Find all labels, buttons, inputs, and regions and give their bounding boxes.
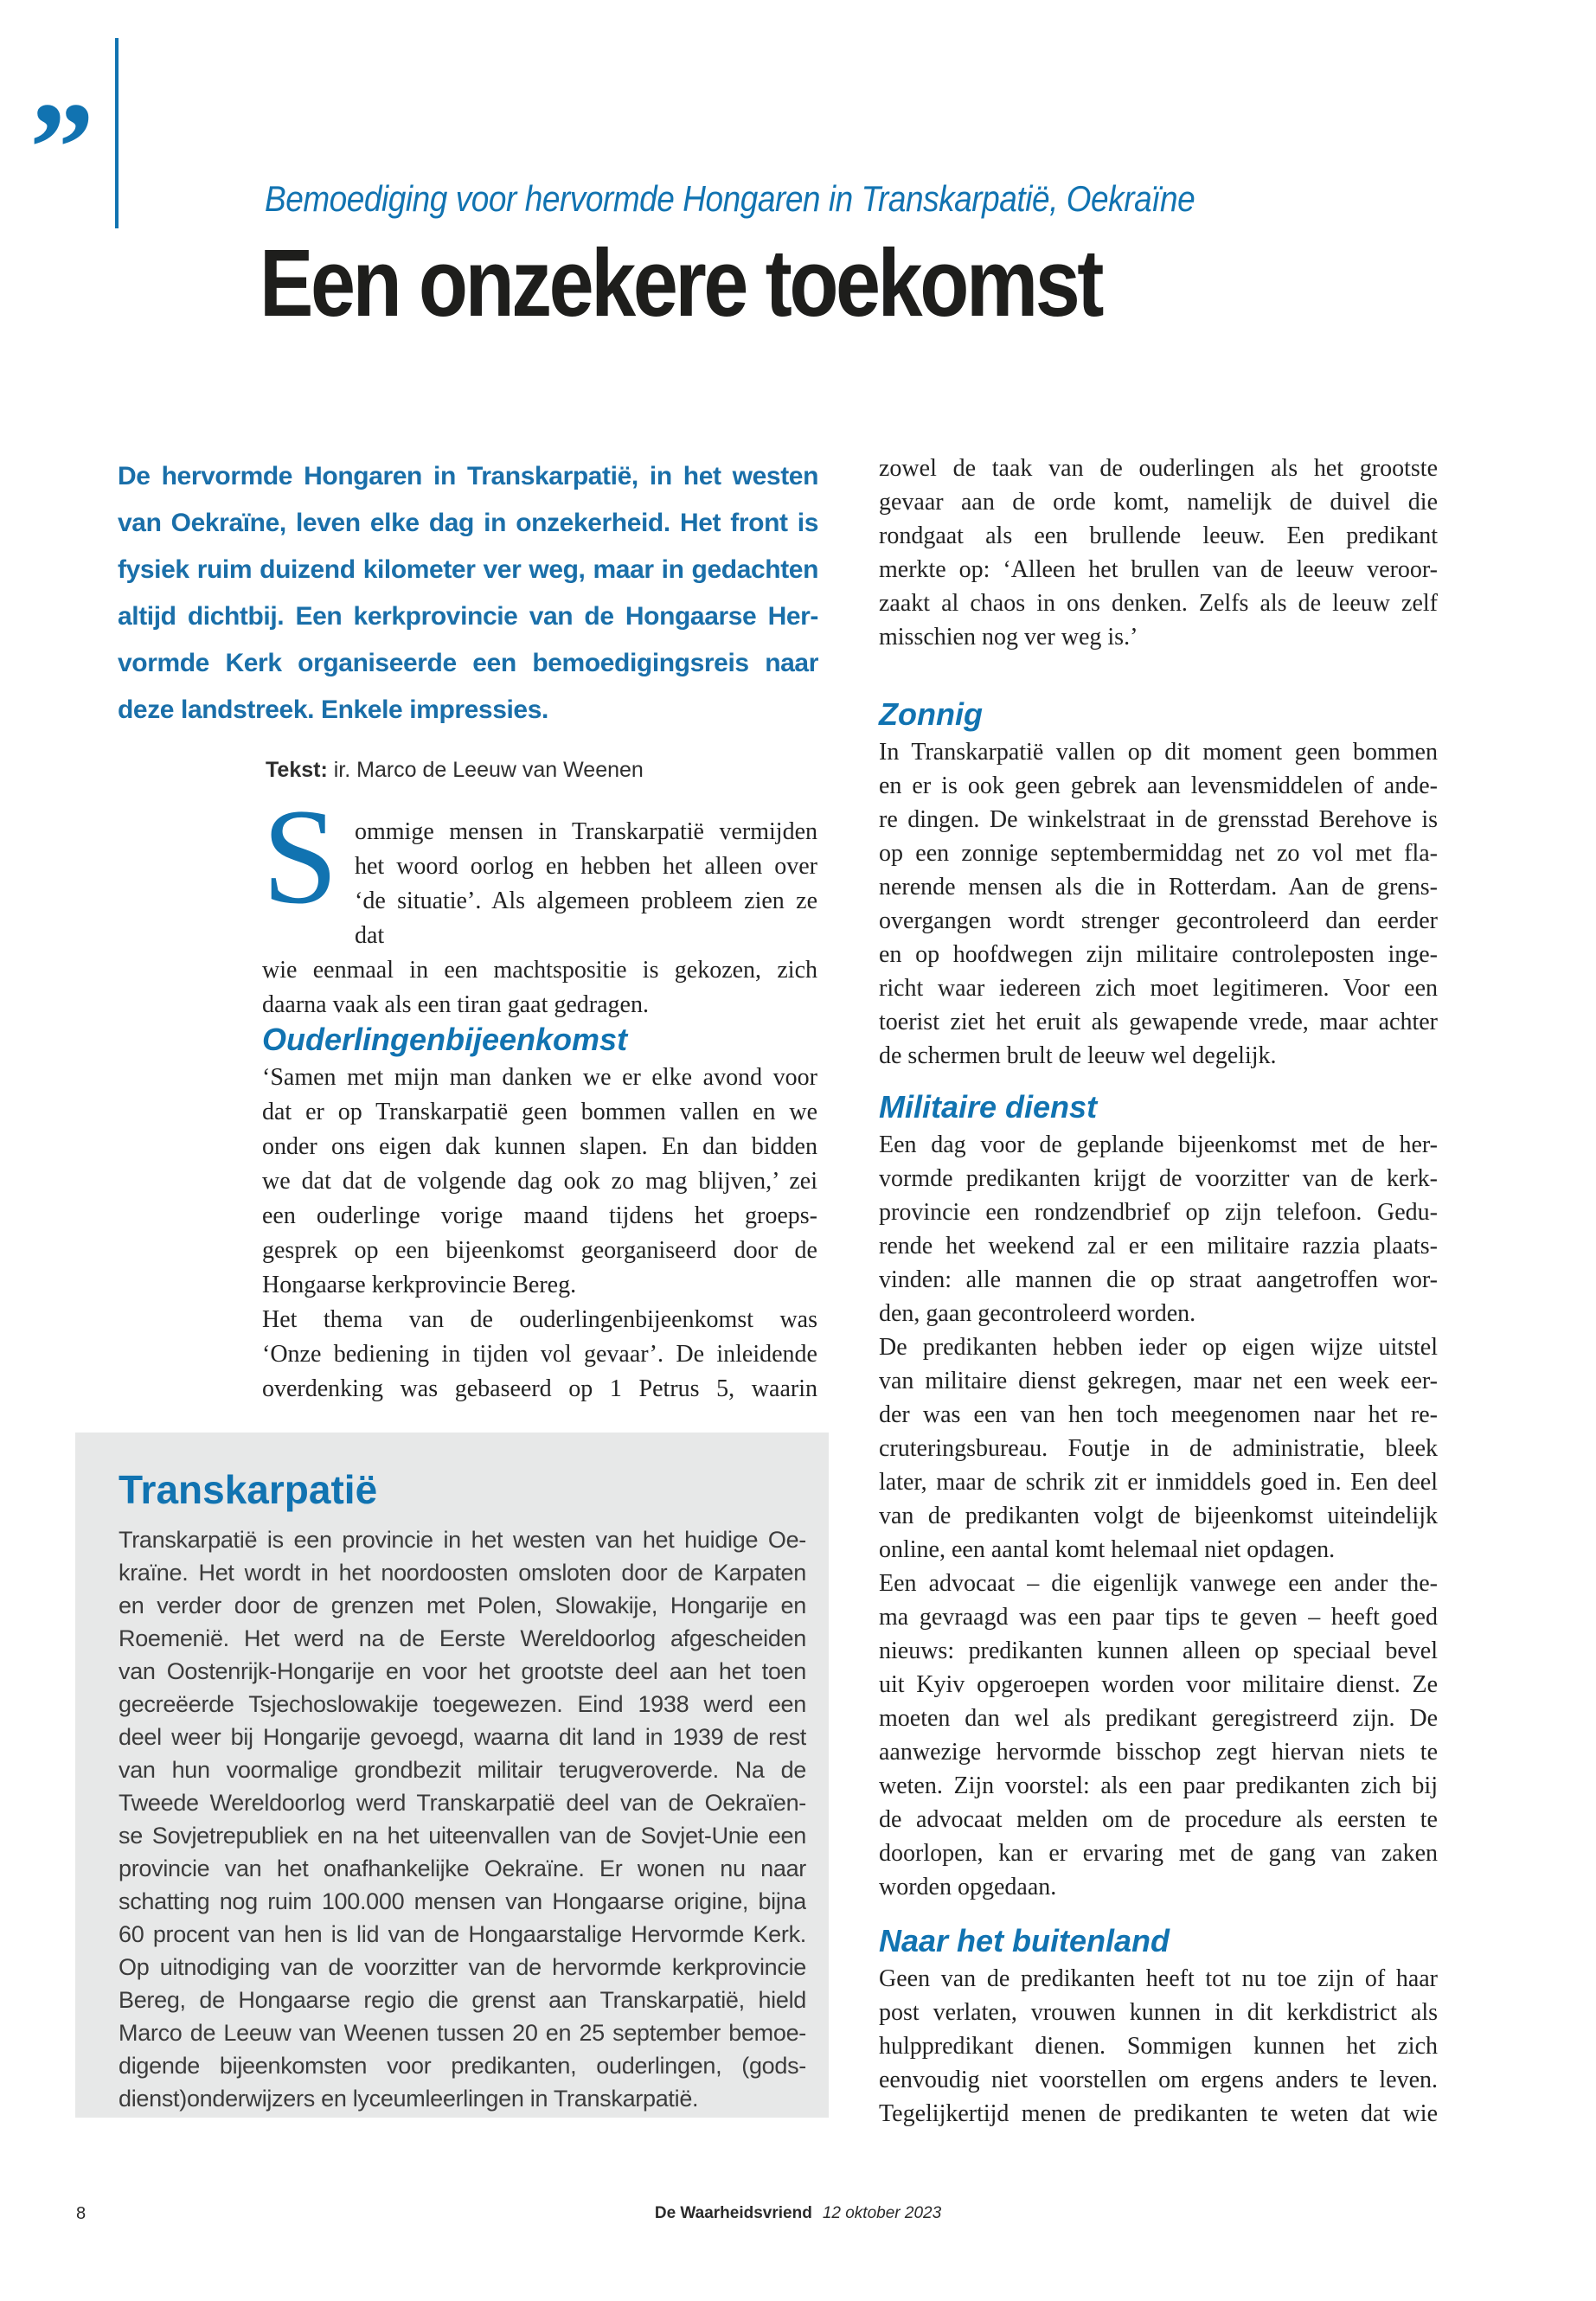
opening-lines xyxy=(262,815,817,1022)
continuation-paragraph xyxy=(879,452,1438,654)
text-line: post verlaten, vrouwen kunnen in dit kerkdistrict als xyxy=(879,1999,1438,2026)
text-line: toerist ziet het eruit als gewapende vrede, maar achter xyxy=(879,1009,1438,1035)
text-line: een ouderlinge vorige maand tijdens het groeps- xyxy=(262,1202,817,1229)
text-line: Tegelijkertijd menen de predikanten te weten dat wie xyxy=(879,2100,1438,2127)
text-line: dat er op Transkarpatië geen bommen vallen en we xyxy=(262,1099,817,1125)
byline xyxy=(266,758,644,783)
text-line: vormde predikanten krijgt de voorzitter van de kerk- xyxy=(879,1165,1438,1192)
opening-paragraph xyxy=(262,781,817,1022)
text-line: doorlopen, kan er ervaring met de gang van zaken xyxy=(879,1840,1438,1867)
text-line: gevaar aan de orde komt, namelijk de duivel die xyxy=(879,489,1438,516)
text-line: we dat dat de volgende dag ook zo mag blijven,’ zei xyxy=(262,1168,817,1195)
text-line: der was een van hen toch meegenomen naar het re- xyxy=(879,1401,1438,1428)
text-line: vormde Kerk organiseerde een bemoedigingsreis naar xyxy=(118,649,818,677)
text-line: provincie van het onafhankelijke Oekraïne. Er wonen nu naar xyxy=(119,1855,806,1881)
text-line: se Sovjetrepubliek en na het uiteenvallen van de Sovjet-Unie een xyxy=(119,1822,806,1849)
text-line: overgangen wordt strenger gecontroleerd dan eerder xyxy=(879,907,1438,934)
text-line: van hun voormalige grondbezit militair terugveroverde. Na de xyxy=(119,1756,806,1783)
byline-author: ir. Marco de Leeuw van Weenen xyxy=(327,758,644,782)
text-line: hulppredikant dienen. Sommigen kunnen het zich xyxy=(879,2033,1438,2060)
section-heading-militaire-dienst: Militaire dienst xyxy=(879,1089,1098,1125)
text-line: van de predikanten volgt de bijeenkomst uiteindelijk xyxy=(879,1503,1438,1529)
text-line: en verder door de grenzen met Polen, Slowakije, Hongarije en xyxy=(119,1592,806,1618)
text-line: van militaire dienst gekregen, maar net een week eer- xyxy=(879,1368,1438,1394)
byline-label: Tekst: xyxy=(266,758,328,782)
text-line: schatting nog ruim 100.000 mensen van Hongaarse origine, bijna xyxy=(119,1888,806,1914)
text-line: onder ons eigen dak kunnen slapen. En dan bidden xyxy=(262,1133,817,1160)
footer xyxy=(0,2204,1596,2223)
text-line: aanwezige hervormde bisschop zegt hiervan niets te xyxy=(879,1739,1438,1766)
text-line: het woord oorlog en hebben het alleen over xyxy=(355,853,817,880)
text-line: worden opgedaan. xyxy=(879,1874,1057,1900)
text-line: ‘Onze bediening in tijden vol gevaar’. De inleidende xyxy=(262,1341,817,1368)
text-line: fysiek ruim duizend kilometer ver weg, maar in gedachten xyxy=(118,555,818,584)
dropcap-letter: S xyxy=(262,781,338,933)
section-militaire-paragraph xyxy=(879,1128,1438,1904)
text-line: Het thema van de ouderlingenbijeenkomst was xyxy=(262,1306,817,1333)
text-line: den, gaan gecontroleerd worden. xyxy=(879,1300,1196,1327)
info-box-body xyxy=(119,1523,806,2115)
text-line: misschien nog ver weg is.’ xyxy=(879,624,1138,651)
section-heading-zonnig: Zonnig xyxy=(879,696,983,732)
text-line: kraïne. Het wordt in het noordoosten omsloten door de Karpaten xyxy=(119,1559,806,1586)
text-line: Een advocaat – die eigenlijk vanwege een ander the- xyxy=(879,1570,1438,1597)
kicker-text: Bemoediging voor hervormde Hongaren in Transkarpatië, Oekraïne xyxy=(265,178,1195,219)
text-line: Geen van de predikanten heeft tot nu toe zijn of haar xyxy=(879,1965,1438,1992)
text-line: de schermen brult de leeuw wel degelijk. xyxy=(879,1042,1277,1069)
text-line: online, een aantal komt helemaal niet opdagen. xyxy=(879,1536,1336,1563)
text-line: moeten dan wel als predikant geregistreerd zijn. De xyxy=(879,1705,1438,1732)
text-line: provincie een rondzendbrief op zijn telefoon. Gedu- xyxy=(879,1199,1438,1226)
text-line: rondgaat als een brullende leeuw. Een predikant xyxy=(879,522,1438,549)
text-line: daarna vaak als een tiran gaat gedragen. xyxy=(262,991,649,1018)
text-line: digende bijeenkomsten voor predikanten, ouderlingen, (gods- xyxy=(119,2052,806,2079)
info-box-transkarpatie xyxy=(75,1433,829,2118)
text-line: richt waar iedereen zich moet legitimeren. Voor een xyxy=(879,975,1438,1002)
text-line: dienst)onderwijzers en lyceumleerlingen in Transkarpatië. xyxy=(119,2085,699,2112)
footer-date: 12 oktober 2023 xyxy=(822,2204,942,2222)
text-line: vinden: alle mannen die op straat aangetroffen wor- xyxy=(879,1266,1438,1293)
text-line: van Oekraïne, leven elke dag in onzekerheid. Het front is xyxy=(118,509,818,537)
text-line: Op uitnodiging van de voorzitter van de hervormde kerkprovincie xyxy=(119,1953,806,1980)
text-line: De hervormde Hongaren in Transkarpatië, in het westen xyxy=(118,462,818,490)
text-line: op een zonnige septembermiddag net zo vol met fla- xyxy=(879,840,1438,867)
text-line: de advocaat melden om de procedure als eersten te xyxy=(879,1806,1438,1833)
section-heading-naar-het-buitenland: Naar het buitenland xyxy=(879,1923,1170,1958)
text-line: rende het weekend zal er een militaire razzia plaats- xyxy=(879,1233,1438,1259)
section-zonnig-paragraph xyxy=(879,735,1438,1073)
text-line: Marco de Leeuw van Weenen tussen 20 en 25 september bemoe- xyxy=(119,2019,806,2046)
text-line: nerende mensen als die in Rotterdam. Aan de grens- xyxy=(879,874,1438,901)
decorative-quote-icon: ” xyxy=(29,76,94,220)
text-line: Bereg, de Hongaarse regio die grenst aan Transkarpatië, hield xyxy=(119,1986,806,2013)
text-line: eenvoudig niet voorstellen om ergens anders te leven. xyxy=(879,2067,1438,2093)
text-line: en er is ook geen gebrek aan levensmiddelen of ande- xyxy=(879,772,1438,799)
text-line: van Oostenrijk-Hongarije en voor het grootste deel aan het toen xyxy=(119,1657,806,1684)
page-title-text: Een onzekere toekomst xyxy=(260,230,1102,336)
text-line: uit Kyiv opgeroepen worden voor militaire dienst. Ze xyxy=(879,1671,1438,1698)
text-line: wie eenmaal in een machtspositie is gekozen, zich xyxy=(262,957,817,984)
text-line: Hongaarse kerkprovincie Bereg. xyxy=(262,1272,577,1298)
text-line: Een dag voor de geplande bijeenkomst met de her- xyxy=(879,1131,1438,1158)
text-line: Tweede Wereldoorlog werd Transkarpatië deel van de Oekraïen- xyxy=(119,1789,806,1816)
text-line: zowel de taak van de ouderlingen als het grootste xyxy=(879,455,1438,482)
text-line: 60 procent van hen is lid van de Hongaarstalige Hervormde Kerk. xyxy=(119,1920,806,1947)
text-line: weten. Zijn voorstel: als een paar predikanten zich bij xyxy=(879,1772,1438,1799)
info-box-heading: Transkarpatië xyxy=(119,1467,378,1512)
footer-magazine-name: De Waarheidsvriend xyxy=(654,2204,812,2222)
kicker xyxy=(265,178,1322,220)
section-heading-ouderlingenbijeenkomst: Ouderlingenbijeenkomst xyxy=(262,1022,628,1057)
text-line: altijd dichtbij. Een kerkprovincie van de Hongaarse Her- xyxy=(118,602,818,631)
text-line: later, maar de schrik zit er inmiddels goed in. Een deel xyxy=(879,1469,1438,1496)
text-line: In Transkarpatië vallen op dit moment geen bommen xyxy=(879,739,1438,766)
text-line: overdenking was gebaseerd op 1 Petrus 5, waarin xyxy=(262,1375,817,1402)
text-line: nieuws: predikanten kunnen alleen op speciaal bevel xyxy=(879,1638,1438,1664)
text-line: deel weer bij Hongarije gevoegd, waarna dit land in 1939 de rest xyxy=(119,1723,806,1750)
accent-vertical-rule xyxy=(115,38,119,228)
page-number: 8 xyxy=(76,2204,87,2223)
section-ouderlingen-paragraph xyxy=(262,1061,817,1407)
text-line: Transkarpatië is een provincie in het westen van het huidige Oe- xyxy=(119,1526,806,1553)
section-buitenland-paragraph xyxy=(879,1962,1438,2131)
text-line: deze landstreek. Enkele impressies. xyxy=(118,695,548,724)
text-line: re dingen. De winkelstraat in de grensstad Berehove is xyxy=(879,806,1438,833)
text-line: ‘de situatie’. Als algemeen probleem zien ze dat xyxy=(355,888,817,949)
text-line: en op hoofdwegen zijn militaire controleposten inge- xyxy=(879,941,1438,968)
text-line: merkte op: ‘Alleen het brullen van de leeuw veroor- xyxy=(879,556,1438,583)
intro-paragraph xyxy=(118,453,818,734)
text-line: cruteringsbureau. Foutje in de administratie, bleek xyxy=(879,1435,1438,1462)
text-line: ma gevraagd was een paar tips te geven – heeft goed xyxy=(879,1604,1438,1631)
text-line: gesprek op een bijeenkomst georganiseerd door de xyxy=(262,1237,817,1264)
page-title xyxy=(260,230,1250,336)
text-line: ommige mensen in Transkarpatië vermijden xyxy=(355,818,817,845)
text-line: ‘Samen met mijn man danken we er elke avond voor xyxy=(262,1064,817,1091)
text-line: De predikanten hebben ieder op eigen wijze uitstel xyxy=(879,1334,1438,1361)
text-line: gecreëerde Tsjechoslowakije toegewezen. Eind 1938 werd een xyxy=(119,1690,806,1717)
text-line: zaakt al chaos in ons denken. Zelfs als de leeuw zelf xyxy=(879,590,1438,617)
text-line: Roemenië. Het werd na de Eerste Wereldoorlog afgescheiden xyxy=(119,1625,806,1651)
